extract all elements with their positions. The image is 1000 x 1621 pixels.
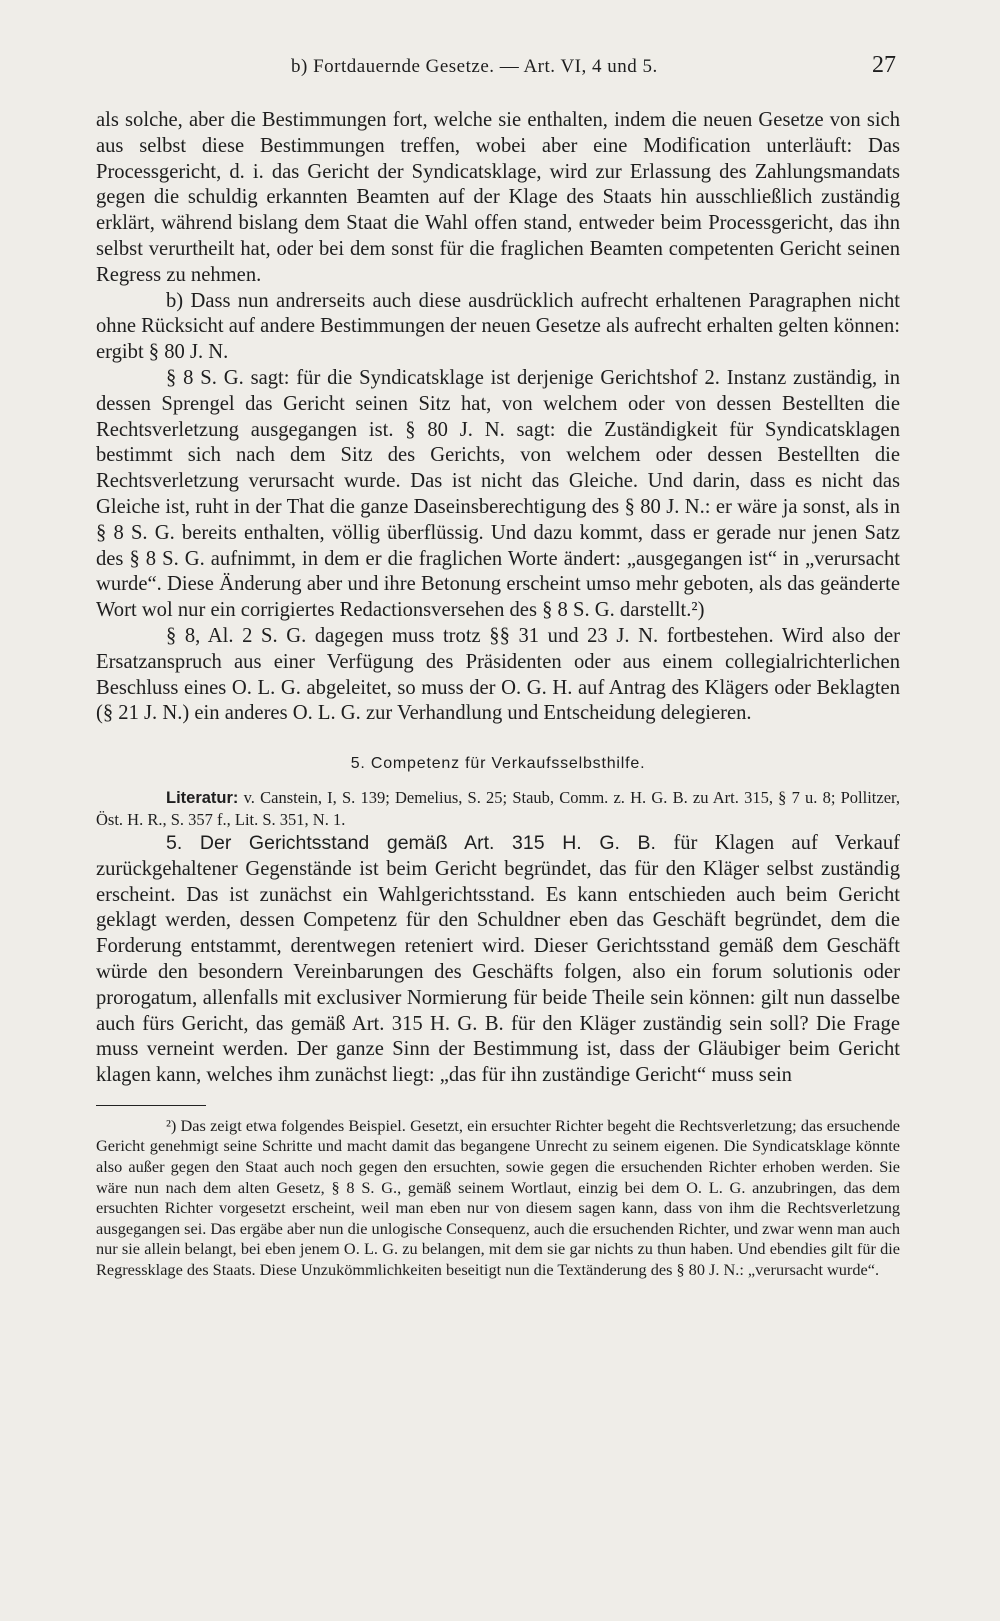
running-head: b) Fortdauernde Gesetze. — Art. VI, 4 und 5. xyxy=(291,56,658,77)
section-heading: 5. Competenz für Verkaufsselbsthilfe. xyxy=(350,755,646,773)
paragraph-par8: § 8 S. G. sagt: für die Syndicatsklage ist derjenige Gerichtshof 2. Instanz zuständig, in dessen Sprengel das Gericht seinen Sitz hat, von welchem oder von dessen Bestellten die Rechtsverletzung ausgegangen ist. § 80 J. N. sagt: die Zuständigkeit für Syndicatsklagen bestimmt sich nach dem Sitz des Gerichts, von welchem oder dessen Bestellten die Rechtsverletzung verursacht wurde. Das ist nicht das Gleiche. Und darin, dass es nicht das Gleiche ist, ruht in der That die ganze Daseinsberechtigung des § 80 J. N.: er wäre ja sonst, als in § 8 S. G. bereits enthalten, völlig überflüssig. Und dazu kommt, dass er gerade nur jenen Satz des § 8 S. G. aufnimmt, in dem er die fraglichen Worte ändert: „ausgegangen ist“ in „verursacht wurde“. Diese Änderung aber und ihre Betonung erscheint umso mehr geboten, als das geänderte Wort wol nur ein corrigiertes Redactionsversehen des § 8 S. G. darstellt.²) xyxy=(96,366,900,622)
main-text xyxy=(96,108,900,1281)
footnote-divider xyxy=(96,1105,206,1106)
literature-text: v. Canstein, I, S. 139; Demelius, S. 25; Staub, Comm. z. H. G. B. zu Art. 315, § 7 u. 8; Pollitzer, Öst. H. R., S. 357 f., Lit. S. 351, N. 1. xyxy=(96,787,900,829)
footnote-2: ²) Das zeigt etwa folgendes Beispiel. Gesetzt, ein ersuchter Richter begeht die Rechtsverletzung; das ersuchende Gericht genehmigt seine Schritte und macht damit das begangene Unrecht zu seinem eigenen. Die Syndicatsklage könnte also außer gegen den Staat auch noch gegen den ersuchten, sowie gegen die ersuchenden Richter erhoben werden. Sie wäre nun nach dem alten Gesetz, § 8 S. G., gemäß seinem Wortlaut, einzig bei dem O. L. G. anzubringen, das dem ersuchten Richter vorgesetzt erscheint, weil man eben nur von diesem sagen kann, dass von ihm die Rechtsverletzung ausgegangen sei. Das ergäbe aber nun die unlogische Consequenz, auch die ersuchenden Richter, und zwar wenn man auch nur sie allein belangt, bei eben jenem O. L. G. zu belangen, mit dem sie gar nichts zu thun haben. Und ebendies gilt für die Regressklage des Staats. Diese Unzukömmlichkeiten beseitigt nun die Textänderung des § 80 J. N.: „verursacht wurde“. xyxy=(96,1115,900,1280)
literature-label: Literatur: xyxy=(166,788,239,807)
page-header xyxy=(96,52,896,88)
paragraph-section-5 xyxy=(96,831,900,1089)
paragraph-b: b) Dass nun andrerseits auch diese ausdrücklich aufrecht erhaltenen Paragraphen nicht ohne Rücksicht auf andere Bestimmungen der neuen Gesetze als aufrecht erhalten gelten können: ergibt § 80 J. N. xyxy=(96,289,900,364)
paragraph-section-5-text: für Klagen auf Verkauf zurückgehaltener Gegenstände ist beim Gericht begründet, das für den Kläger selbst zuständig erscheint. Das ist zunächst ein Wahlgerichtsstand. Es kann entschieden auch beim Gericht geklagt werden, dessen Competenz für den Schuldner eben das Geschäft begründet, dem die Forderung entstammt, derentwegen reteniert wird. Dieser Gerichtsstand gemäß dem Geschäft würde den besondern Vereinbarungen des Geschäfts folgen, also ein forum solutionis oder prorogatum, allenfalls mit exclusiver Normierung für beide Theile sein können: gilt nun dasselbe auch fürs Gericht, das gemäß Art. 315 H. G. B. für den Kläger zuständig sein soll? Die Frage muss verneint werden. Der ganze Sinn der Bestimmung ist, dass der Gläubiger beim Gericht klagen kann, welches ihm zunächst liegt: „das für ihn zuständige Gericht“ muss sein xyxy=(96,831,900,1087)
footnotes xyxy=(96,1116,900,1281)
paragraph-heading: 5. Der Gerichtsstand gemäß Art. 315 H. G. B. xyxy=(166,831,656,854)
paragraph-continuation: als solche, aber die Bestimmungen fort, welche sie enthalten, indem die neuen Gesetze von sich aus selbst diese Bestimmungen treffen, wobei aber eine Modification unterläuft: Das Processgericht, d. i. das Gericht der Syndicatsklage, wird zur Erlassung des Zahlungsmandats gegen die schuldig erkannten Beamten auf der Klage des Staats hin ausschließlich zuständig erklärt, während bislang dem Staat die Wahl offen stand, entweder beim Processgericht, das ihn selbst verurtheilt hat, oder bei dem sonst für die fraglichen Beamten competenten Gericht seinen Regress zu nehmen. xyxy=(96,109,900,286)
literature-note xyxy=(96,787,900,831)
paragraph-par8-al2: § 8, Al. 2 S. G. dagegen muss trotz §§ 31 und 23 J. N. fortbestehen. Wird also der Ersatzanspruch aus einer Verfügung des Präsidenten oder aus einem collegialrichterlichen Beschluss eines O. L. G. abgeleitet, so muss der O. G. H. auf Antrag des Klägers oder Beklagten (§ 21 J. N.) ein anderes O. L. G. zur Verhandlung und Entscheidung delegieren. xyxy=(96,624,900,725)
page-number: 27 xyxy=(872,52,896,78)
